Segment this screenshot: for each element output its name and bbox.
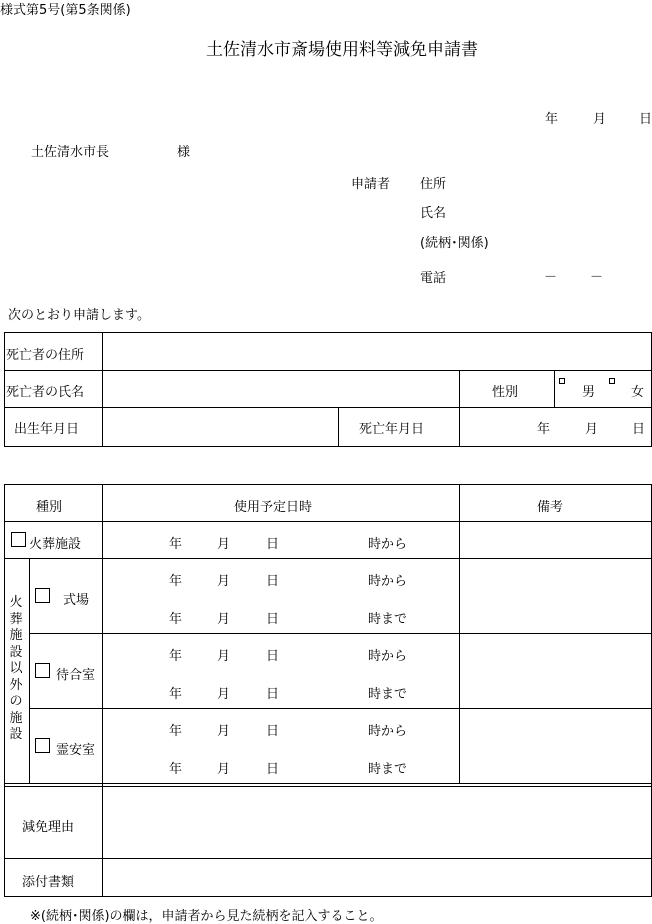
gender-male-label: 男	[582, 385, 596, 400]
gender-female-label: 女	[631, 385, 645, 400]
date-year: 年	[169, 612, 183, 627]
other-facilities-label: 火葬施設以外の施設	[9, 595, 23, 742]
date-day: 日	[266, 649, 280, 664]
addressee: 土佐清水市長	[31, 145, 110, 160]
col-notes-header: 備考	[537, 500, 564, 515]
date-day: 日	[266, 762, 280, 777]
deceased-name-label: 死亡者の氏名	[6, 385, 85, 400]
date-day: 日	[266, 612, 280, 627]
ceremony-hall-label: 式場	[63, 593, 90, 608]
birth-date-label: 出生年月日	[14, 422, 80, 437]
time-until: 時まで	[368, 612, 408, 627]
date-year: 年	[169, 574, 183, 589]
death-day: 日	[632, 422, 646, 437]
applicant-relation-label: (続柄･関係)	[420, 236, 489, 251]
time-until: 時まで	[368, 687, 408, 702]
mortuary-checkbox[interactable]	[35, 738, 50, 753]
deceased-address-label: 死亡者の住所	[6, 348, 85, 363]
date-day-label: 日	[639, 112, 652, 127]
time-from: 時から	[368, 537, 408, 552]
gender-male-checkbox[interactable]	[559, 378, 565, 384]
reduction-reason-label: 減免理由	[22, 820, 75, 835]
date-month: 月	[217, 537, 231, 552]
footnote: ※(続柄･関係)の欄は，申請者から見た続柄を記入すること。	[30, 909, 383, 924]
date-year: 年	[169, 537, 183, 552]
time-until: 時まで	[368, 762, 408, 777]
date-month: 月	[217, 574, 231, 589]
date-month: 月	[217, 762, 231, 777]
time-from: 時から	[368, 574, 408, 589]
ceremony-hall-checkbox[interactable]	[35, 588, 50, 603]
phone-separator-2: －	[590, 270, 604, 285]
col-datetime-header: 使用予定日時	[234, 500, 313, 515]
death-date-label: 死亡年月日	[359, 422, 425, 437]
date-day: 日	[266, 687, 280, 702]
gender-female-checkbox[interactable]	[609, 378, 615, 384]
attachments-label: 添付書類	[22, 875, 75, 890]
mortuary-label: 霊安室	[56, 743, 96, 758]
date-month: 月	[217, 687, 231, 702]
applicant-label: 申請者	[351, 177, 391, 192]
date-month: 月	[217, 612, 231, 627]
page-title: 土佐清水市斎場使用料等減免申請書	[206, 40, 478, 60]
applicant-phone-label: 電話	[420, 271, 447, 286]
date-year: 年	[169, 649, 183, 664]
time-from: 時から	[368, 724, 408, 739]
honorific: 様	[177, 145, 191, 160]
waiting-room-label: 待合室	[56, 668, 96, 683]
date-month: 月	[217, 724, 231, 739]
date-year-label: 年	[545, 112, 559, 127]
date-month-label: 月	[593, 112, 607, 127]
death-year: 年	[537, 422, 551, 437]
form-number: 様式第5号(第5条関係)	[0, 3, 131, 18]
date-year: 年	[169, 762, 183, 777]
time-from: 時から	[368, 649, 408, 664]
date-day: 日	[266, 724, 280, 739]
applicant-name-label: 氏名	[420, 206, 447, 221]
date-year: 年	[169, 687, 183, 702]
date-day: 日	[266, 574, 280, 589]
date-day: 日	[266, 537, 280, 552]
date-year: 年	[169, 724, 183, 739]
gender-label: 性別	[492, 385, 519, 400]
col-type-header: 種別	[36, 500, 63, 515]
date-month: 月	[217, 649, 231, 664]
applicant-address-label: 住所	[420, 177, 447, 192]
cremation-checkbox[interactable]	[11, 532, 26, 547]
death-month: 月	[585, 422, 599, 437]
phone-separator-1: －	[544, 270, 558, 285]
waiting-room-checkbox[interactable]	[35, 663, 50, 678]
cremation-label: 火葬施設	[29, 537, 82, 552]
intro-text: 次のとおり申請します。	[8, 308, 150, 323]
